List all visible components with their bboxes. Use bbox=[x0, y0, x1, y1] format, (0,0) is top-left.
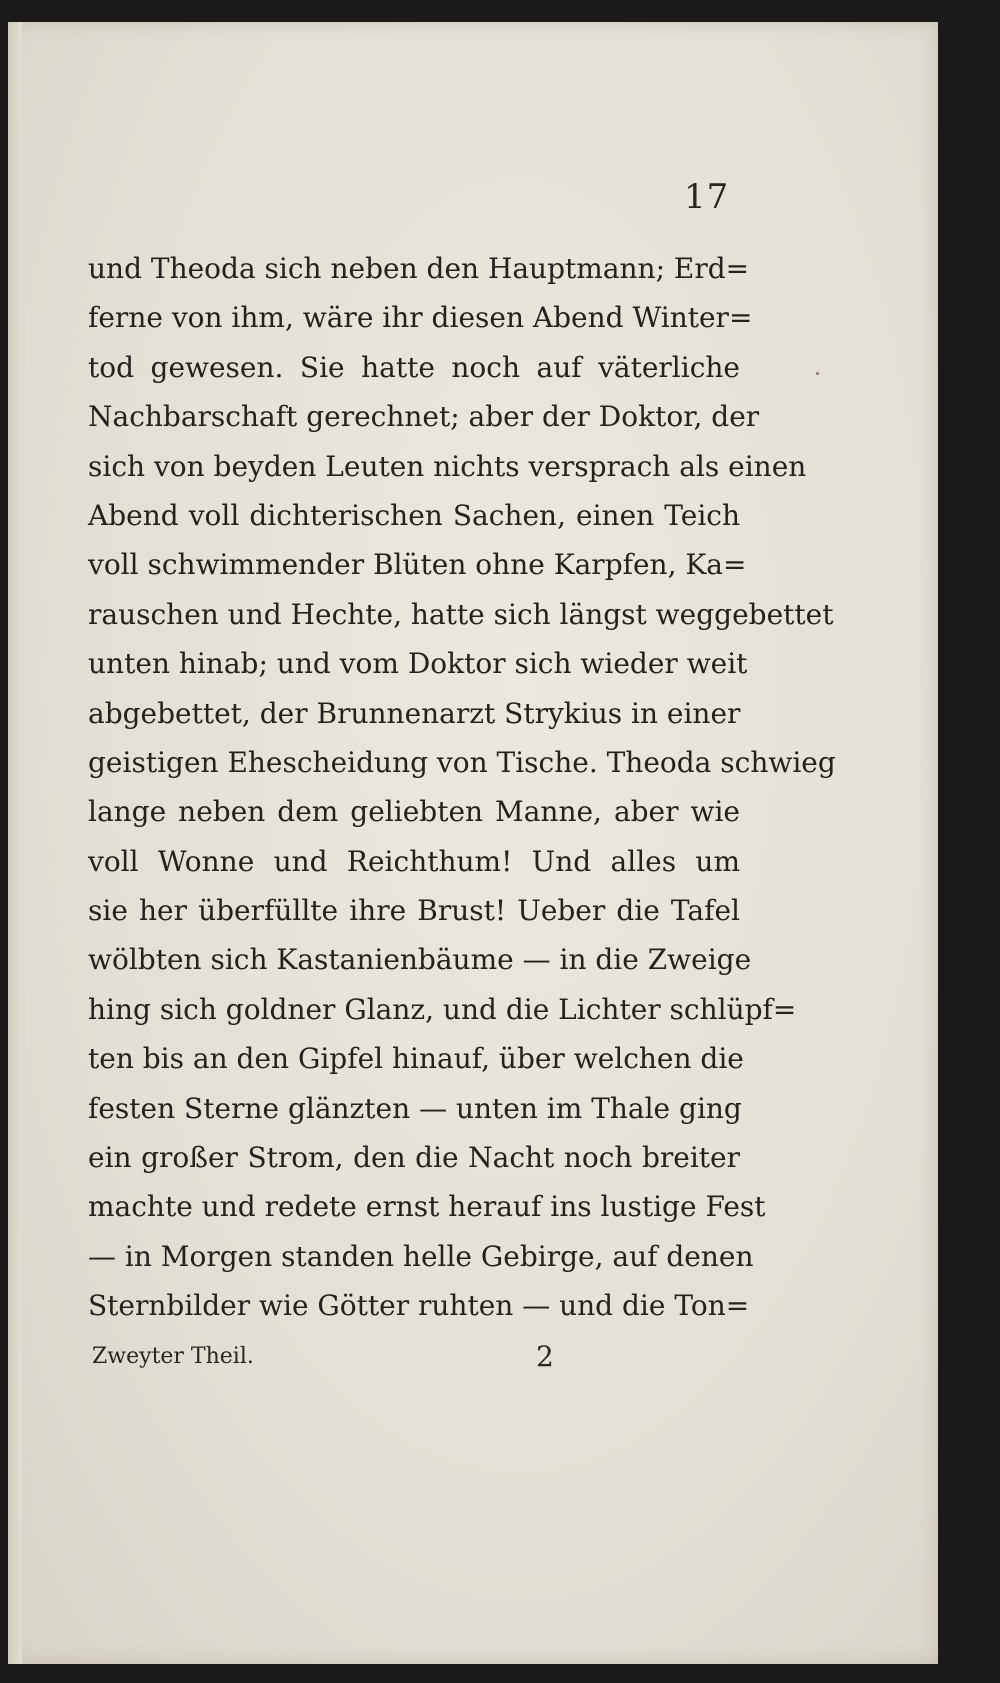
text-line: festen Sterne glänzten — unten im Thale ging bbox=[88, 1091, 742, 1125]
text-line: unten hinab; und vom Doktor sich wieder weit bbox=[88, 647, 748, 681]
text-line: — in Morgen standen helle Gebirge, auf denen bbox=[88, 1239, 754, 1273]
body-text bbox=[88, 244, 836, 1331]
text-line: machte und redete ernst herauf ins lustige Fest bbox=[88, 1190, 766, 1224]
text-line: voll Wonne und Reichthum! Und alles um bbox=[88, 844, 740, 878]
text-line: und Theoda sich neben den Hauptmann; Erd= bbox=[88, 252, 750, 285]
text-line: sie her überfüllte ihre Brust! Ueber die Tafel bbox=[88, 894, 740, 928]
text-line: ein großer Strom, den die Nacht noch breiter bbox=[88, 1141, 740, 1175]
book-page bbox=[8, 22, 938, 1664]
text-line: geistigen Ehescheidung von Tische. Theoda schwieg bbox=[88, 745, 836, 779]
sheet-number: 2 bbox=[536, 1340, 554, 1373]
text-line: wölbten sich Kastanienbäume — in die Zweige bbox=[88, 943, 752, 977]
text-line: tod gewesen. Sie hatte noch auf väterliche bbox=[88, 350, 740, 384]
text-line: Sternbilder wie Götter ruhten — und die Ton= bbox=[88, 1289, 750, 1323]
text-line: lange neben dem geliebten Manne, aber wie bbox=[88, 795, 740, 829]
printer-signature: Zweyter Theil. bbox=[92, 1344, 254, 1369]
text-line: ferne von ihm, wäre ihr diesen Abend Winter= bbox=[88, 301, 753, 335]
text-line: rauschen und Hechte, hatte sich längst weggebettet bbox=[88, 597, 834, 631]
text-line: ten bis an den Gipfel hinauf, über welchen die bbox=[88, 1042, 744, 1076]
page-edge bbox=[8, 22, 22, 1664]
page-number: 17 bbox=[684, 177, 730, 217]
text-line: abgebettet, der Brunnenarzt Strykius in einer bbox=[88, 696, 741, 730]
text-line: hing sich goldner Glanz, und die Lichter schlüpf= bbox=[88, 992, 797, 1026]
text-line: Abend voll dichterischen Sachen, einen Teich bbox=[88, 498, 740, 532]
text-line: sich von beyden Leuten nichts versprach als einen bbox=[88, 449, 807, 483]
paper-speck bbox=[816, 372, 819, 375]
text-line: Nachbarschaft gerechnet; aber der Doktor, der bbox=[88, 400, 760, 434]
text-line: voll schwimmender Blüten ohne Karpfen, Ka= bbox=[88, 548, 747, 582]
